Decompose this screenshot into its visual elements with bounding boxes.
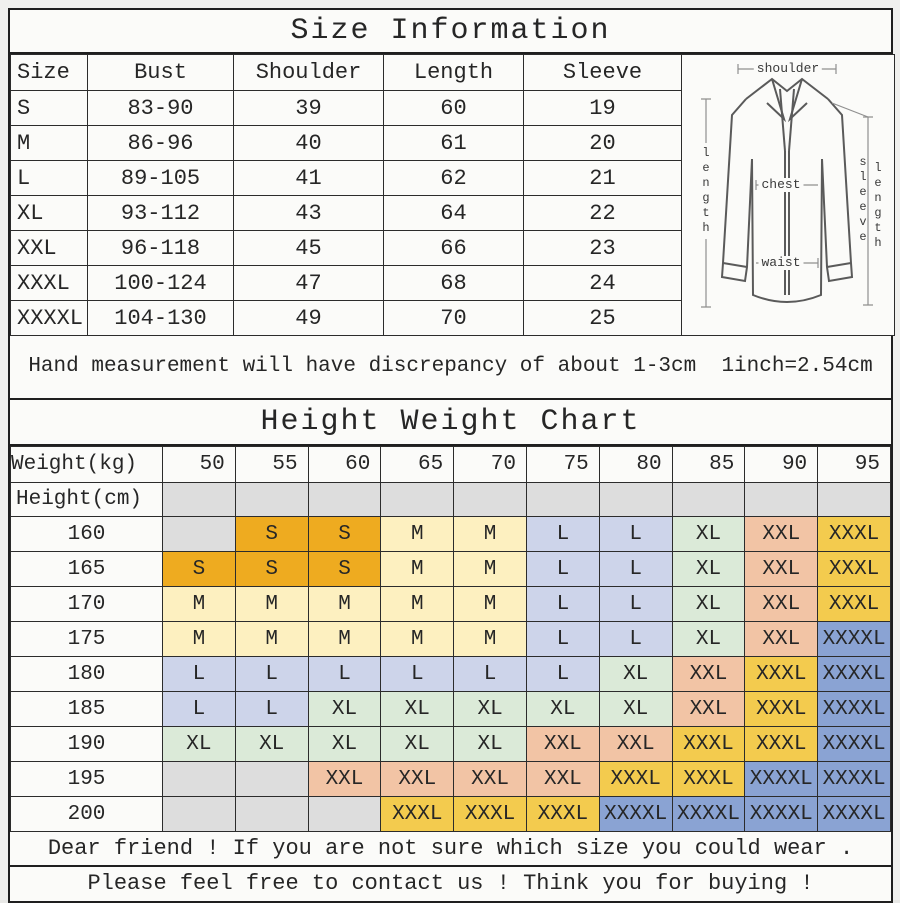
- hw-cell: XXL: [745, 622, 818, 657]
- col-header-shoulder: Shoulder: [234, 55, 384, 91]
- hw-cell: S: [308, 552, 381, 587]
- hw-cell: [163, 483, 236, 517]
- hw-cell: M: [308, 587, 381, 622]
- height-axis-label: Height(cm): [11, 483, 163, 517]
- weight-header-cell: 50: [163, 447, 236, 483]
- size-info-title: Size Information: [10, 10, 891, 54]
- hw-cell: L: [526, 587, 599, 622]
- bust-cell: 86-96: [88, 126, 234, 161]
- length-cell: 70: [384, 301, 524, 336]
- hw-row: [11, 622, 891, 657]
- hw-cell: M: [381, 622, 454, 657]
- size-cell: XL: [11, 196, 88, 231]
- hw-cell: [163, 517, 236, 552]
- hw-cell: XL: [672, 552, 745, 587]
- hw-row: [11, 762, 891, 797]
- height-cell: 185: [11, 692, 163, 727]
- hw-cell: L: [526, 657, 599, 692]
- footer-message-line2: Please feel free to contact us ! Think you for buying !: [10, 867, 891, 901]
- hw-cell: S: [308, 517, 381, 552]
- col-header-bust: Bust: [88, 55, 234, 91]
- hw-cell: XXXL: [526, 797, 599, 832]
- hw-cell: XXXXL: [818, 797, 891, 832]
- sheet-frame: [8, 8, 893, 903]
- diagram-label-sleeve-word1: sleeve: [856, 155, 870, 245]
- hw-cell: XL: [672, 517, 745, 552]
- height-weight-title: Height Weight Chart: [10, 400, 891, 446]
- hw-cell: XXL: [745, 552, 818, 587]
- hw-cell: XL: [599, 657, 672, 692]
- hw-cell: XXL: [745, 587, 818, 622]
- hw-cell: L: [235, 692, 308, 727]
- hw-cell: XXL: [526, 727, 599, 762]
- hw-cell: XXXL: [672, 727, 745, 762]
- hw-cell: L: [163, 657, 236, 692]
- height-cell: 180: [11, 657, 163, 692]
- hw-cell: L: [599, 552, 672, 587]
- hw-cell: [672, 483, 745, 517]
- sleeve-cell: 19: [524, 91, 682, 126]
- hw-cell: XXL: [381, 762, 454, 797]
- weight-header-cell: 95: [818, 447, 891, 483]
- hw-cell: L: [599, 587, 672, 622]
- hw-cell: XXL: [745, 517, 818, 552]
- hw-cell: S: [235, 552, 308, 587]
- shirt-diagram-canvas: [682, 55, 894, 335]
- bust-cell: 96-118: [88, 231, 234, 266]
- hw-cell: XL: [599, 692, 672, 727]
- hw-cell: XXL: [672, 657, 745, 692]
- bust-cell: 100-124: [88, 266, 234, 301]
- height-cell: 170: [11, 587, 163, 622]
- size-cell: L: [11, 161, 88, 196]
- weight-header-cell: 70: [454, 447, 527, 483]
- shirt-measurement-diagram: [682, 55, 895, 336]
- weight-header-cell: 55: [235, 447, 308, 483]
- hw-cell: XXXXL: [818, 762, 891, 797]
- shoulder-cell: 39: [234, 91, 384, 126]
- hw-row: [11, 727, 891, 762]
- hw-row: [11, 587, 891, 622]
- length-cell: 62: [384, 161, 524, 196]
- shoulder-cell: 49: [234, 301, 384, 336]
- bust-cell: 83-90: [88, 91, 234, 126]
- weight-header-cell: 65: [381, 447, 454, 483]
- hw-cell: [308, 483, 381, 517]
- shoulder-cell: 43: [234, 196, 384, 231]
- hw-cell: XXXXL: [599, 797, 672, 832]
- hw-cell: XXL: [526, 762, 599, 797]
- hw-cell: M: [308, 622, 381, 657]
- hw-cell: XL: [163, 727, 236, 762]
- hw-cell: XXXL: [745, 727, 818, 762]
- bust-cell: 93-112: [88, 196, 234, 231]
- hw-cell: XXL: [599, 727, 672, 762]
- hw-cell: L: [526, 517, 599, 552]
- weight-axis-label: Weight(kg): [11, 447, 163, 483]
- bust-cell: 89-105: [88, 161, 234, 196]
- hw-cell: [235, 797, 308, 832]
- length-cell: 64: [384, 196, 524, 231]
- length-cell: 68: [384, 266, 524, 301]
- hw-cell: L: [381, 657, 454, 692]
- hw-row: [11, 797, 891, 832]
- hw-cell: [745, 483, 818, 517]
- hw-cell: [454, 483, 527, 517]
- length-cell: 61: [384, 126, 524, 161]
- col-header-sleeve: Sleeve: [524, 55, 682, 91]
- hw-cell: XXXL: [818, 552, 891, 587]
- hw-cell: S: [163, 552, 236, 587]
- weight-header-cell: 80: [599, 447, 672, 483]
- diagram-label-sleeve-word2: length: [871, 161, 885, 251]
- size-info-table: [10, 54, 895, 336]
- weight-header-cell: 90: [745, 447, 818, 483]
- hw-cell: XXXL: [745, 657, 818, 692]
- measurement-note: Hand measurement will have discrepancy of about 1-3cm 1inch=2.54cm: [10, 336, 891, 400]
- hw-cell: [163, 762, 236, 797]
- hw-cell: XXXL: [818, 517, 891, 552]
- diagram-label-length: length: [699, 143, 713, 239]
- hw-cell: [235, 762, 308, 797]
- weight-header-cell: 75: [526, 447, 599, 483]
- height-cell: 195: [11, 762, 163, 797]
- hw-cell: XXXXL: [818, 692, 891, 727]
- hw-cell: M: [163, 622, 236, 657]
- hw-cell: XXXXL: [745, 797, 818, 832]
- weight-header-cell: 85: [672, 447, 745, 483]
- hw-cell: XXXXL: [745, 762, 818, 797]
- size-cell: XXXL: [11, 266, 88, 301]
- hw-cell: XXXL: [599, 762, 672, 797]
- hw-cell: L: [163, 692, 236, 727]
- shoulder-cell: 41: [234, 161, 384, 196]
- hw-cell: XL: [526, 692, 599, 727]
- footer-message-line1: Dear friend ! If you are not sure which size you could wear .: [10, 832, 891, 867]
- hw-cell: L: [235, 657, 308, 692]
- hw-cell: M: [381, 587, 454, 622]
- height-cell: 175: [11, 622, 163, 657]
- length-cell: 66: [384, 231, 524, 266]
- hw-cell: [308, 797, 381, 832]
- hw-cell: XXL: [672, 692, 745, 727]
- hw-cell: M: [235, 622, 308, 657]
- diagram-label-waist: waist: [758, 256, 803, 270]
- hw-cell: L: [526, 622, 599, 657]
- hw-cell: M: [454, 517, 527, 552]
- hw-cell: XXL: [308, 762, 381, 797]
- hw-cell: XXXL: [818, 587, 891, 622]
- size-cell: S: [11, 91, 88, 126]
- height-cell: 200: [11, 797, 163, 832]
- sleeve-cell: 20: [524, 126, 682, 161]
- hw-cell: XXXXL: [672, 797, 745, 832]
- hw-cell: XL: [381, 727, 454, 762]
- hw-cell: XL: [672, 622, 745, 657]
- hw-cell: [599, 483, 672, 517]
- height-label-row: [11, 483, 891, 517]
- hw-cell: XXXL: [454, 797, 527, 832]
- hw-cell: XXXL: [672, 762, 745, 797]
- bust-cell: 104-130: [88, 301, 234, 336]
- hw-cell: [818, 483, 891, 517]
- hw-cell: L: [454, 657, 527, 692]
- sleeve-cell: 24: [524, 266, 682, 301]
- hw-cell: XL: [454, 692, 527, 727]
- height-weight-table: [10, 446, 891, 832]
- hw-cell: XL: [454, 727, 527, 762]
- hw-cell: M: [454, 552, 527, 587]
- diagram-label-shoulder: shoulder: [754, 62, 822, 76]
- shoulder-cell: 45: [234, 231, 384, 266]
- hw-cell: M: [454, 587, 527, 622]
- diagram-label-chest: chest: [758, 178, 803, 192]
- hw-cell: S: [235, 517, 308, 552]
- size-cell: XXXXL: [11, 301, 88, 336]
- hw-cell: XL: [308, 692, 381, 727]
- hw-cell: XL: [308, 727, 381, 762]
- size-cell: XXL: [11, 231, 88, 266]
- height-cell: 160: [11, 517, 163, 552]
- hw-cell: XL: [381, 692, 454, 727]
- size-cell: M: [11, 126, 88, 161]
- hw-row: [11, 657, 891, 692]
- weight-header-row: [11, 447, 891, 483]
- weight-header-cell: 60: [308, 447, 381, 483]
- sleeve-cell: 25: [524, 301, 682, 336]
- hw-cell: XXXXL: [818, 622, 891, 657]
- shoulder-cell: 40: [234, 126, 384, 161]
- col-header-length: Length: [384, 55, 524, 91]
- hw-cell: M: [381, 517, 454, 552]
- hw-cell: [381, 483, 454, 517]
- hw-cell: L: [599, 622, 672, 657]
- hw-row: [11, 517, 891, 552]
- hw-cell: XXXL: [745, 692, 818, 727]
- hw-row: [11, 692, 891, 727]
- hw-cell: XL: [672, 587, 745, 622]
- hw-cell: M: [381, 552, 454, 587]
- col-header-size: Size: [11, 55, 88, 91]
- sleeve-cell: 22: [524, 196, 682, 231]
- hw-cell: XXXXL: [818, 727, 891, 762]
- hw-cell: M: [454, 622, 527, 657]
- size-header-row: [11, 55, 895, 91]
- hw-cell: XXL: [454, 762, 527, 797]
- hw-cell: L: [526, 552, 599, 587]
- hw-cell: XXXXL: [818, 657, 891, 692]
- height-cell: 190: [11, 727, 163, 762]
- hw-cell: M: [235, 587, 308, 622]
- sleeve-cell: 21: [524, 161, 682, 196]
- hw-cell: L: [308, 657, 381, 692]
- hw-cell: [526, 483, 599, 517]
- hw-cell: XXXL: [381, 797, 454, 832]
- hw-cell: [163, 797, 236, 832]
- hw-row: [11, 552, 891, 587]
- hw-cell: M: [163, 587, 236, 622]
- shoulder-cell: 47: [234, 266, 384, 301]
- hw-cell: XL: [235, 727, 308, 762]
- height-cell: 165: [11, 552, 163, 587]
- hw-cell: [235, 483, 308, 517]
- hw-cell: L: [599, 517, 672, 552]
- length-cell: 60: [384, 91, 524, 126]
- sleeve-cell: 23: [524, 231, 682, 266]
